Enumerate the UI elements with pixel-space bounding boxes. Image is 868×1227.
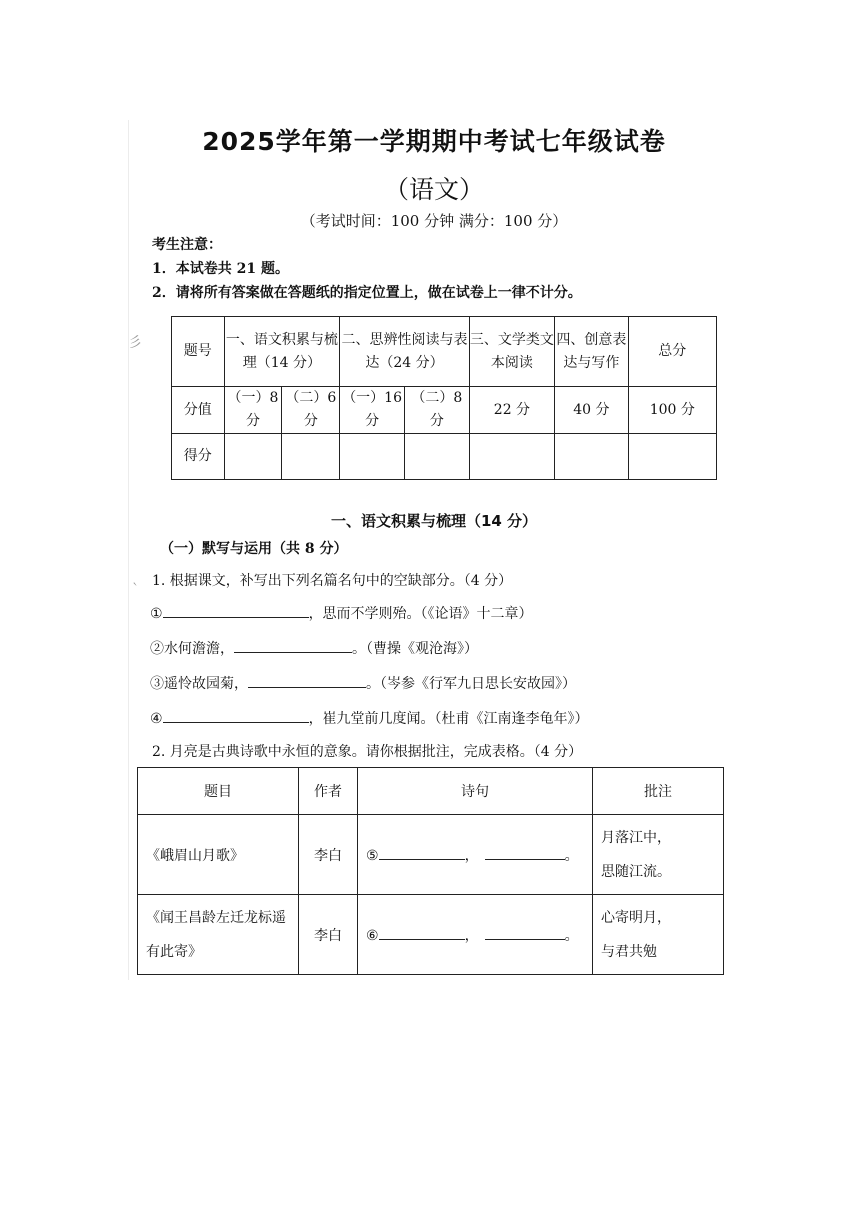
notice-label: 考生注意：: [152, 237, 222, 253]
item-text: 。（曹操《观沧海》）: [352, 641, 478, 657]
score-cell: [224, 434, 282, 480]
value-cell: （一）8 分: [224, 387, 282, 434]
score-cell: [555, 434, 629, 480]
question-1-item: [150, 673, 576, 693]
row-label-score: 得分: [172, 434, 225, 480]
note-line: 思随江流。: [601, 863, 671, 880]
answer-blank[interactable]: [379, 925, 465, 940]
verse-end: 。: [564, 927, 579, 944]
answer-blank[interactable]: [163, 708, 309, 723]
verse-number: ⑤: [366, 847, 379, 864]
header-title: 题目: [138, 768, 299, 815]
score-cell: [340, 434, 405, 480]
row-label-value: 分值: [172, 387, 225, 434]
item-text: ，思而不学则殆。（《论语》十二章）: [308, 606, 533, 622]
verse-end: 。: [564, 847, 579, 864]
question-1-item: [150, 708, 589, 728]
score-cell: [628, 434, 716, 480]
item-number: ①: [150, 606, 163, 622]
section-title: 一、语文积累与梳理（14 分）: [330, 512, 538, 530]
poem-title: 《峨眉山月歌》: [138, 815, 299, 895]
value-cell: （二）6 分: [282, 387, 340, 434]
exam-title: 2025学年第一学期期中考试七年级试卷: [202, 127, 666, 156]
answer-blank[interactable]: [485, 925, 565, 940]
poem-title: 《闻王昌龄左迁龙标遥有此寄》: [138, 895, 299, 975]
item-number: ②水何澹澹，: [150, 641, 234, 657]
poem-table: [137, 767, 724, 975]
verse-separator: ，: [464, 927, 479, 944]
value-cell: 22 分: [469, 387, 554, 434]
notice-item: 1．本试卷共 21 题。: [152, 261, 289, 277]
item-text: ，崔九堂前几度闻。（杜甫《江南逢李龟年》）: [308, 711, 589, 727]
question-1-item: [150, 638, 478, 658]
note-cell: [593, 895, 724, 975]
header-section3: 三、文学类文本阅读: [469, 317, 554, 387]
exam-subject: （语文）: [383, 175, 484, 204]
row-label-question: 题号: [172, 317, 225, 387]
poem-author: 李白: [299, 815, 358, 895]
item-text: 。（岑参《行军九日思长安故园》）: [366, 676, 576, 692]
side-mark: ｀: [128, 583, 142, 599]
header-note: 批注: [593, 768, 724, 815]
sub-title: （一）默写与运用（共 8 分）: [160, 541, 348, 557]
header-section4: 四、创意表达与写作: [555, 317, 629, 387]
score-cell: [469, 434, 554, 480]
verse-cell: [358, 815, 593, 895]
value-cell: （一）16 分: [340, 387, 405, 434]
answer-blank[interactable]: [234, 638, 352, 653]
answer-blank[interactable]: [163, 603, 309, 618]
answer-blank[interactable]: [379, 845, 465, 860]
value-cell: 100 分: [628, 387, 716, 434]
note-cell: [593, 815, 724, 895]
exam-info: （考试时间：100 分钟 满分：100 分）: [300, 212, 568, 230]
notice-item: 2．请将所有答案做在答题纸的指定位置上，做在试卷上一律不计分。: [152, 285, 582, 301]
answer-blank[interactable]: [485, 845, 565, 860]
header-total: 总分: [628, 317, 716, 387]
question-1-prompt: 1. 根据课文，补写出下列名篇名句中的空缺部分。（4 分）: [152, 573, 513, 589]
score-cell: [282, 434, 340, 480]
poem-author: 李白: [299, 895, 358, 975]
side-mark: 彡: [128, 335, 142, 351]
score-cell: [404, 434, 469, 480]
item-number: ④: [150, 711, 163, 727]
verse-cell: [358, 895, 593, 975]
value-cell: 40 分: [555, 387, 629, 434]
item-number: ③遥怜故园菊，: [150, 676, 248, 692]
note-line: 与君共勉: [601, 943, 657, 960]
header-author: 作者: [299, 768, 358, 815]
header-section2: 二、思辨性阅读与表达（24 分）: [340, 317, 470, 387]
note-line: 心寄明月，: [601, 909, 671, 926]
score-table: [171, 316, 717, 480]
scan-edge: [128, 120, 129, 980]
question-1-item: [150, 603, 533, 623]
header-section1: 一、语文积累与梳理（14 分）: [224, 317, 340, 387]
verse-number: ⑥: [366, 927, 379, 944]
header-verse: 诗句: [358, 768, 593, 815]
value-cell: （二）8 分: [404, 387, 469, 434]
note-line: 月落江中，: [601, 829, 671, 846]
question-2-prompt: 2. 月亮是古典诗歌中永恒的意象。请你根据批注，完成表格。（4 分）: [152, 744, 583, 760]
answer-blank[interactable]: [248, 673, 366, 688]
verse-separator: ，: [464, 847, 479, 864]
